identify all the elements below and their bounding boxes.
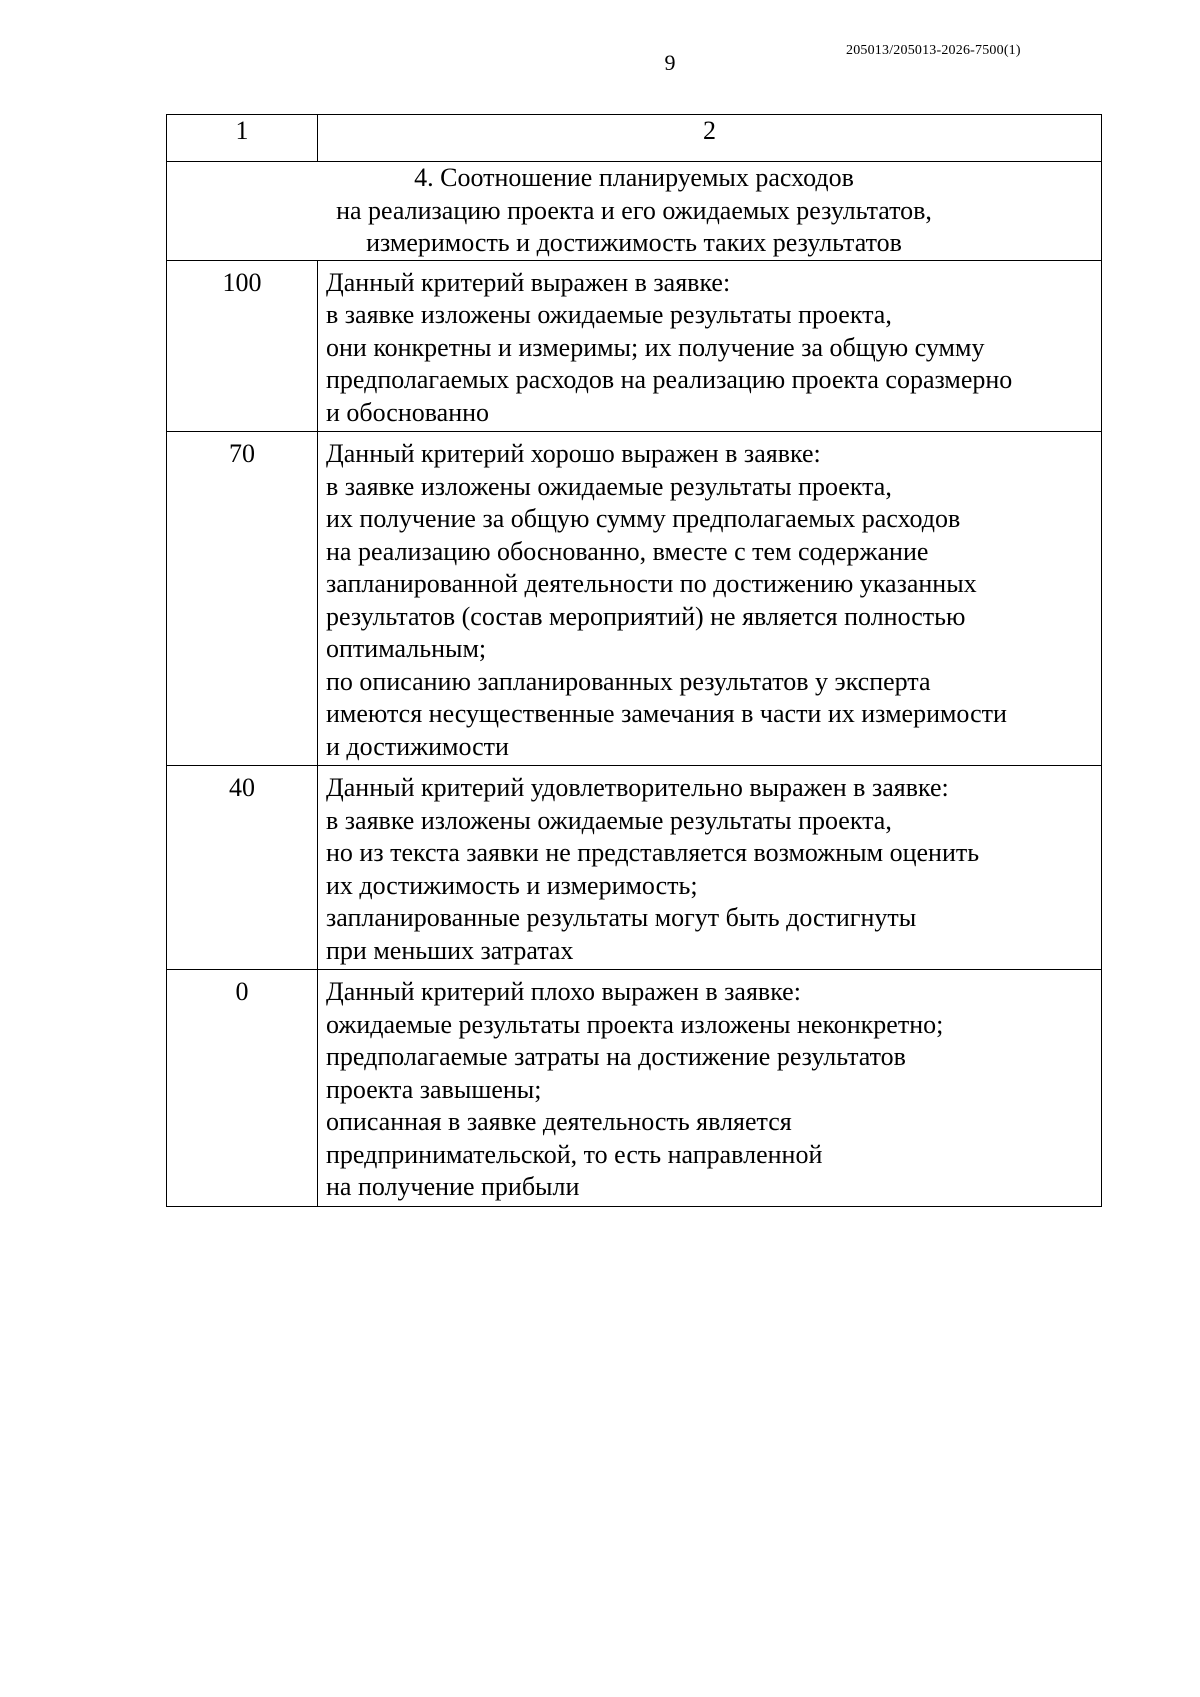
page-number: 9 <box>664 50 676 75</box>
description-line: по описанию запланированных результатов у эксперта <box>326 666 931 696</box>
description-line: оптимальным; <box>326 634 487 663</box>
column-header-2: 2 <box>318 115 1102 162</box>
description-line: предпринимательской, то есть направленной <box>326 1139 823 1169</box>
description-line: Данный критерий удовлетворительно выражен в заявке: <box>326 773 949 802</box>
column-header-1: 1 <box>167 115 318 162</box>
description-line: ожидаемые результаты проекта изложены неконкретно; <box>326 1009 944 1039</box>
score-cell: 40 <box>167 766 318 970</box>
description-line: они конкретны и измеримы; их получение за общую сумму <box>326 332 985 362</box>
description-line: результатов (состав мероприятий) не является полностью <box>326 601 966 631</box>
description-line: описанная в заявке деятельность является <box>326 1107 792 1136</box>
description-line: запланированные результаты могут быть достигнуты <box>326 903 917 932</box>
description-line: и обоснованно <box>326 397 490 427</box>
description-line: их получение за общую сумму предполагаемых расходов <box>326 504 961 533</box>
description-line: предполагаемые затраты на достижение результатов <box>326 1042 906 1071</box>
description-line: на получение прибыли <box>326 1172 580 1201</box>
description-cell <box>318 260 1102 432</box>
table-header-row <box>167 115 1102 162</box>
document-id: 205013/205013-2026-7500(1) <box>846 43 1021 58</box>
table-row <box>167 766 1102 970</box>
description-line: их достижимость и измеримость; <box>326 870 698 900</box>
section-title-line: на реализацию проекта и его ожидаемых результатов, <box>336 195 932 225</box>
description-line: на реализацию обоснованно, вместе с тем содержание <box>326 536 929 566</box>
description-line: Данный критерий выражен в заявке: <box>326 267 731 297</box>
description-line: в заявке изложены ожидаемые результаты проекта, <box>326 300 892 329</box>
description-line: проекта завышены; <box>326 1074 542 1104</box>
description-line: и достижимости <box>326 731 509 761</box>
description-line: Данный критерий плохо выражен в заявке: <box>326 977 801 1006</box>
description-line: при меньших затратах <box>326 935 574 965</box>
table-row <box>167 260 1102 432</box>
score-cell: 0 <box>167 970 318 1207</box>
description-line: предполагаемых расходов на реализацию проекта соразмерно <box>326 365 1013 394</box>
table-row <box>167 970 1102 1207</box>
criteria-table <box>166 114 1102 1207</box>
description-line: в заявке изложены ожидаемые результаты проекта, <box>326 805 892 835</box>
description-cell <box>318 766 1102 970</box>
score-cell: 70 <box>167 432 318 766</box>
description-line: имеются несущественные замечания в части их измеримости <box>326 699 1007 728</box>
description-cell <box>318 970 1102 1207</box>
description-line: запланированной деятельности по достижению указанных <box>326 569 977 598</box>
table-row <box>167 432 1102 766</box>
section-title-line: 4. Соотношение планируемых расходов <box>414 163 854 192</box>
description-cell <box>318 432 1102 766</box>
section-title <box>167 162 1102 261</box>
score-cell: 100 <box>167 260 318 432</box>
description-line: Данный критерий хорошо выражен в заявке: <box>326 439 821 468</box>
section-title-row <box>167 162 1102 261</box>
section-title-line: измеримость и достижимость таких результатов <box>366 228 902 257</box>
description-line: в заявке изложены ожидаемые результаты проекта, <box>326 471 892 501</box>
description-line: но из текста заявки не представляется возможным оценить <box>326 838 980 867</box>
